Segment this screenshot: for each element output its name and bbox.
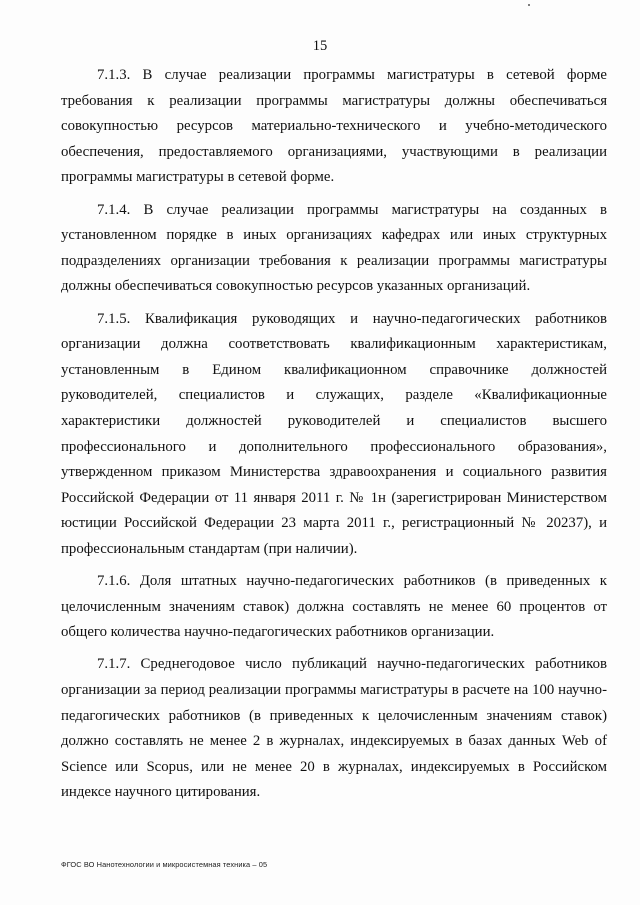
scan-speck bbox=[528, 4, 530, 6]
paragraph-7-1-5: 7.1.5. Квалификация руководящих и научно-педагогических работников организации должна соответствовать квалификационным характеристикам, установленным в Едином квалификационном справочнике должностей руководителей, специалистов и служащих, разделе «Квалификационные характеристики должностей руководителей и специалистов высшего профессионального и дополнительного профессионального образования», утвержденном приказом Министерства здравоохранения и социального развития Российской Федерации от 11 января 2011 г. № 1н (зарегистрирован Министерством юстиции Российской Федерации 23 марта 2011 г., регистрационный № 20237), и профессиональным стандартам (при наличии). bbox=[61, 310, 607, 557]
page-footer: ФГОС ВО Нанотехнологии и микросистемная техника – 05 bbox=[61, 860, 268, 869]
paragraph-7-1-7: 7.1.7. Среднегодовое число публикаций научно-педагогических работников организации за период реализации программы магистратуры в расчете на 100 научно-педагогических работников (в приведенных к целочисленным значениям ставок) должно составлять не менее 2 в журналах, индексируемых в базах данных Web of Science или Scopus, или не менее 20 в журналах, индексируемых в Российском индексе научного цитирования. bbox=[61, 656, 607, 801]
paragraph-7-1-6: 7.1.6. Доля штатных научно-педагогических работников (в приведенных к целочисленным значениям ставок) должна составлять не менее 60 процентов от общего количества научно-педагогических работников организации. bbox=[61, 573, 607, 641]
page-number: 15 bbox=[312, 38, 328, 54]
paragraph-7-1-4: 7.1.4. В случае реализации программы магистратуры на созданных в установленном порядке в иных организациях кафедрах или иных структурных подразделениях организации требования к реализации программы магистратуры должны обеспечиваться совокупностью ресурсов указанных организаций. bbox=[61, 201, 607, 295]
document-body bbox=[61, 63, 607, 813]
paragraph-7-1-3: 7.1.3. В случае реализации программы магистратуры в сетевой форме требования к реализации программы магистратуры должны обеспечиваться совокупностью ресурсов материально-технического и учебно-методического обеспечения, предоставляемого организациями, участвующими в реализации программы магистратуры в сетевой форме. bbox=[61, 67, 607, 186]
